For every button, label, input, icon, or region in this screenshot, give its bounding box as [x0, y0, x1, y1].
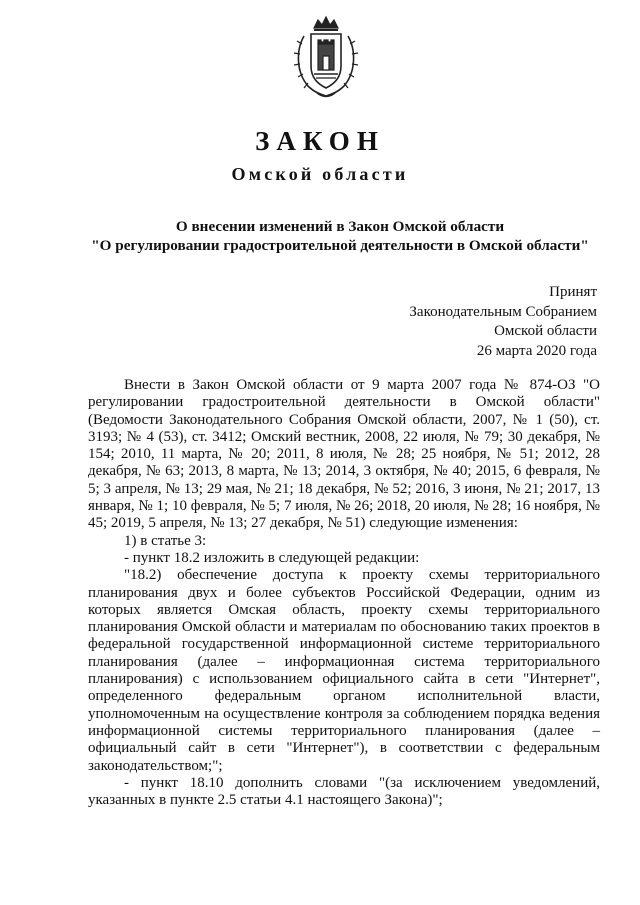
- law-title: ЗАКОН: [255, 126, 385, 156]
- adoption-date: 26 марта 2020 года: [476, 343, 597, 360]
- law-subject-line-1: О внесении изменений в Закон Омской области: [175, 218, 505, 235]
- law-body: [88, 377, 600, 809]
- item-1-sub-1: - пункт 18.2 изложить в следующей редакции:: [124, 549, 420, 566]
- intro-paragraph: Внести в Закон Омской области от 9 марта 2007 года № 874-ОЗ "О регулировании градостроительной деятельности в Омской области" (Ведомости Законодательного Собрания Омской области, 2007, № 1 (50), ст. 3193; № 4 (53), ст. 3412; Омский вестник, 2008, 22 июля, № 79; 30 декабря, № 154; 2010, 11 марта, № 20; 2011, 8 июля, № 28; 25 ноября, № 51; 2012, 28 декабря, № 63; 2013, 8 марта, № 13; 2014, 3 октября, № 40; 2015, 6 февраля, № 5; 3 апреля, № 13; 29 мая, № 21; 18 декабря, № 52; 2016, 3 июня, № 21; 2017, 13 января, № 1; 10 февраля, № 5; 7 июля, № 26; 2018, 20 июля, № 28; 16 ноября, № 45; 2019, 5 апреля, № 13; 27 декабря, № 51) следующие изменения:: [88, 377, 600, 532]
- law-subject: [80, 217, 600, 255]
- adoption-line-2: Законодательным Собранием: [409, 303, 597, 320]
- adoption-block: [409, 283, 597, 362]
- item-1-sub-2: - пункт 18.10 дополнить словами "(за исключением уведомлений, указанных в пункте 2.5 статьи 4.1 настоящего Закона)";: [88, 774, 600, 809]
- coat-of-arms-icon: [292, 14, 360, 100]
- law-subject-line-2: "О регулировании градостроительной деятельности в Омской области": [91, 237, 589, 254]
- law-region: Омской области: [231, 164, 409, 184]
- item-1-quote: "18.2) обеспечение доступа к проекту схемы территориального планирования двух и более субъектов Российской Федерации, одним из которых является Омская область, проекту схемы территориального планирования Омской области и материалам по обоснованию таких проектов в федеральной государственной информационной системе территориального планирования (далее – информационная система территориального планирования) с использованием официального сайта в сети "Интернет", определенного федеральным органом исполнительной власти, уполномоченным на осуществление контроля за соблюдением порядка ведения информационной системы территориального планирования (далее – официальный сайт в сети "Интернет"), в соответствии с федеральным законодательством;";: [88, 567, 600, 774]
- item-1: 1) в статье 3:: [124, 532, 207, 549]
- adoption-line-3: Омской области: [494, 323, 597, 340]
- adoption-line-1: Принят: [549, 284, 597, 300]
